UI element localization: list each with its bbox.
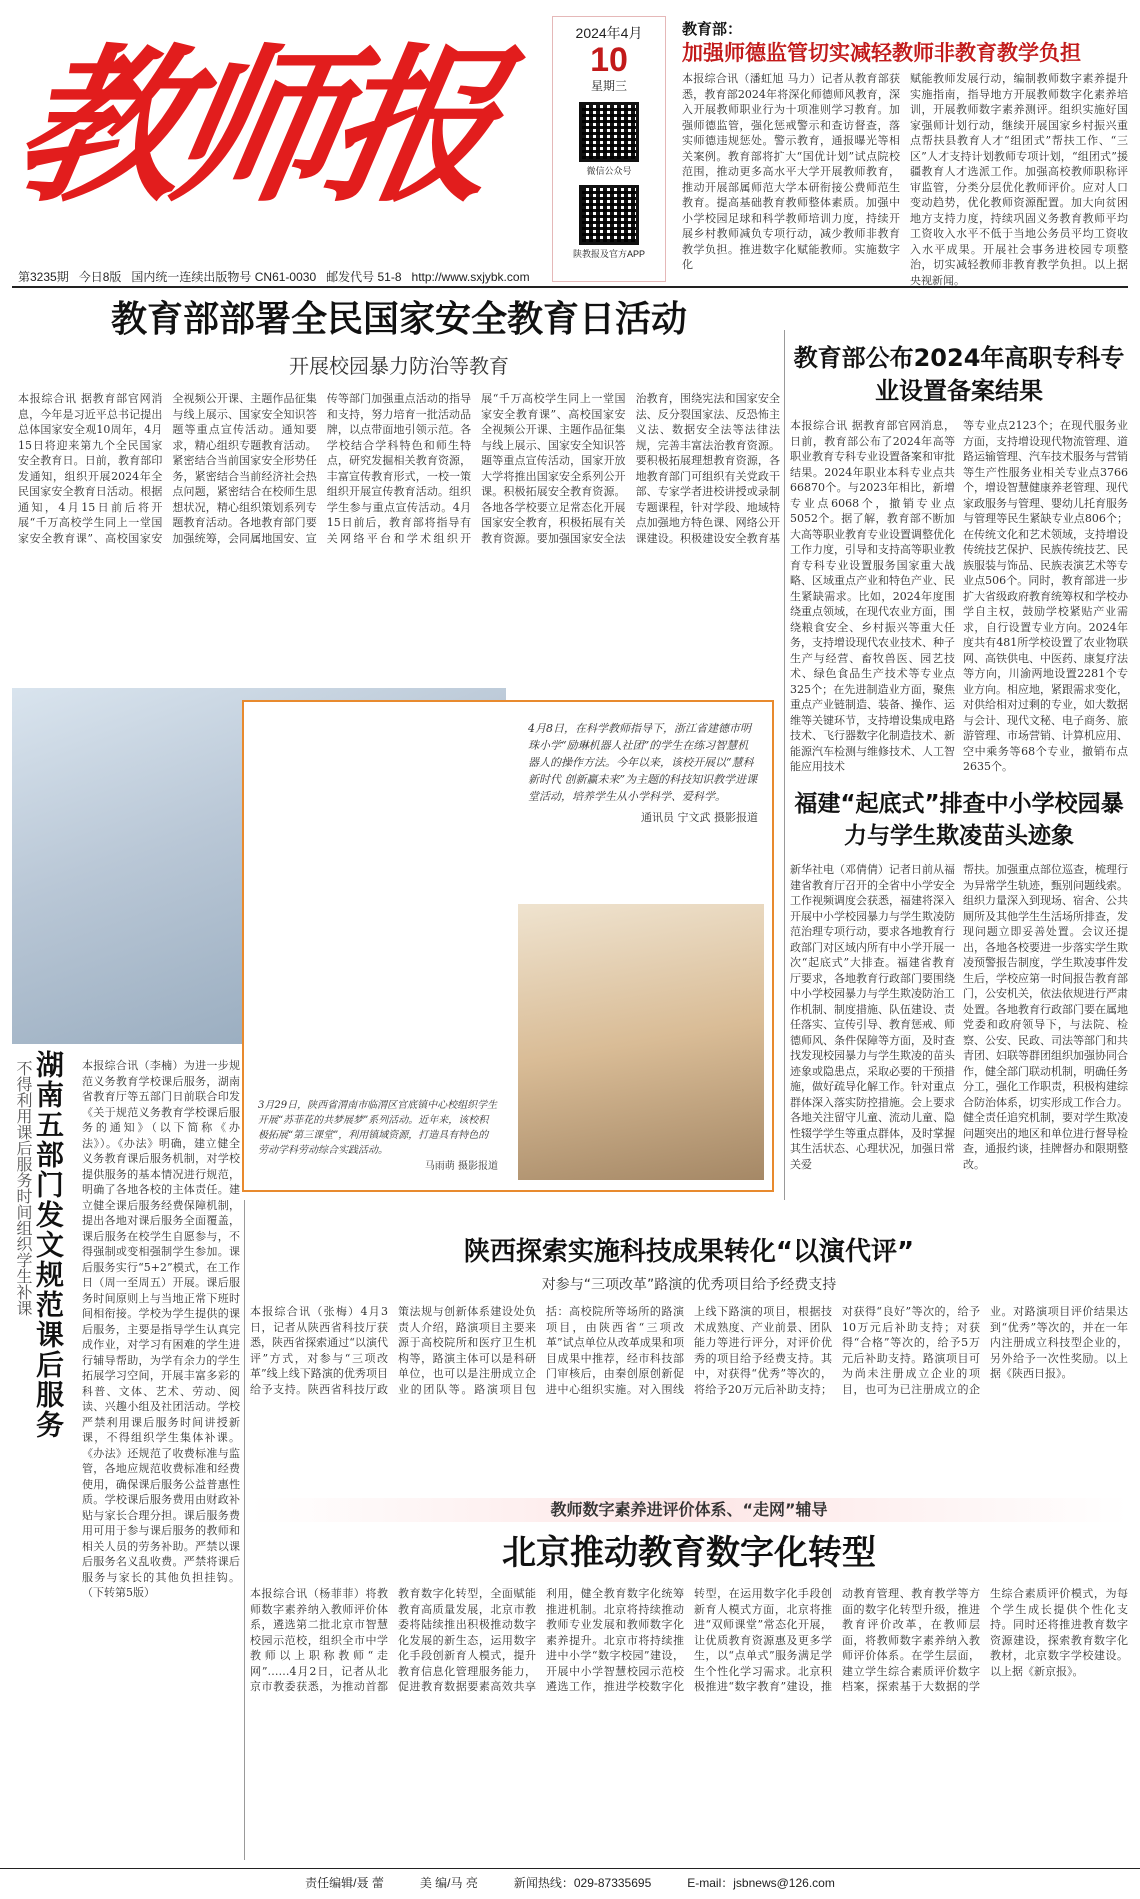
main-article (18, 292, 780, 559)
issue-pages: 今日8版 (78, 270, 122, 284)
hunan-subhead: 不得利用课后服务时间组织学生补课 (14, 1060, 33, 1316)
article-headline: 加强师德监管切实减轻教师非教育教学负担 (682, 41, 1081, 65)
footer-editor: 责任编辑/聂 蕾 (305, 1876, 384, 1890)
hunan-body: 本报综合讯（李楠）为进一步规范义务教育学校课后服务，湖南省教育厅等五部门日前联合印发《关于规范义务教育学校课后服务的通知》（以下简称《办法》）。《办法》明确，建立健全义务教育课后服务机制，对学校提供服务的基本情况进行规范，明确了各地各校的主体责任。建立健全课后服务经费保障机制，提出各地对课后服务全面覆盖，课后服务在校学生自愿参与，不得强制或变相强制学生参加。课后服务实行“5+2”模式，在工作日（周一至周五）开展。课后服务时间原则上与当地正常下班时间相衔接。学校为学生提供的课后服务，主要是指导学生认真完成作业，对学习有困难的学生进行辅导帮助，为学有余力的学生拓展学习空间，开展丰富多彩的科普、文体、艺术、劳动、阅读、兴趣小组及社团活动。学校严禁利用课后服务时间讲授新课，不得组织学生集体补课。《办法》还规范了收费标准与监管，各地应规范收费标准和经费使用，确保课后服务公益普惠性质。学校课后服务费用由财政补贴与家长合理分担。课后服务费用可用于参与课后服务的教师和相关人员的劳务补助。严禁以课后服务名义乱收费。严禁将课后服务与家长的其他负担挂钩。（下转第5版） (82, 1059, 240, 1599)
issue-postal-code: 邮发代号 51-8 (326, 270, 402, 284)
right-article-2 (790, 788, 1128, 1236)
app-qr-icon (579, 185, 639, 245)
footer-hotline: 新闻热线：029-87335695 (513, 1876, 652, 1890)
issue-line (18, 268, 678, 285)
article-headline: 陕西探索实施科技成果转化“以演代评” (463, 1237, 915, 1267)
wechat-qr-icon (579, 102, 639, 162)
divider (244, 1200, 245, 1860)
article-column: 赋能教师发展行动，编制教师数字素养提升实施指南，指导地方开展教师数字化素养培训，开展教师数字素养测评。组织实施好国家强师计划行动，继续开展国家乡村振兴重点帮扶县教育人才“组团式”帮扶工作、“三区”人才支持计划教师专项计划，“组团式”援疆教育人才选派工作。加强高校教师职称评审监管，分类分层优化教师评价。应对人口变动趋势，优化教师资源配置。加大向贫困地方支持力度，持续巩固义务教育教师平均工资收入水平不低于当地公务员平均工资收入水平成果。开展社会事务进校园专项整治，切实减轻教师非教育教学负担。以上据央视新闻。 (910, 72, 1128, 287)
beijing-article (250, 1498, 1128, 1854)
qr-caption-2: 陕教报及官方APP (572, 249, 645, 259)
masthead (0, 18, 538, 258)
top-right-article (682, 18, 1128, 293)
divider (784, 330, 785, 1200)
article-body: 本报综合讯（张梅）4月3日，记者从陕西省科技厅获悉，陕西省探索通过“以演代评”方式，对参与“三项改革”线上线下路演的优秀项目给予支持。陕西省科技厅政策法规与创新体系建设处负责人介绍，路演项目主要来源于高校院所和医疗卫生机构等，路演主体可以是科研单位，也可以是注册成立企业的团队等。路演项目包括：高校院所等场所的路演项目，由陕西省“三项改革”试点单位从改革成果和项目成果中推荐，经市科技部门审核后，由秦创原创新促进中心组织实施。对入围线上线下路演的项目，根据技术成熟度、产业前景、团队能力等进行评分，对评价优秀的项目给予经费支持。其中，对获得“优秀”等次的，将给予20万元后补助支持；对获得“良好”等次的，给予10万元后补助支持；对获得“合格”等次的，给予5万元后补助支持。路演项目可为尚未注册成立企业的项目，也可为已注册成立的企业。对路演项目评价结果达到“优秀”等次的，并在一年内注册成立科技型企业的，另外给予一次性奖励。以上据《陕西日报》。 (250, 1305, 1128, 1396)
issue-cn: 国内统一连续出版物号 CN61-0030 (131, 270, 317, 284)
footer-email[interactable]: E-mail：jsbnews@126.com (687, 1876, 835, 1890)
article-headline: 北京推动教育数字化转型 (502, 1533, 876, 1573)
issue-url[interactable]: http://www.sxjybk.com (411, 270, 530, 284)
article-column: 等专业点2123个；在现代服务业方面，支持增设现代物流管理、道路运输管理、汽车技术服务与营销等生产性服务业相关专业点3766个，增设智慧健康养老管理、现代家政服务与管理、婴幼儿托育服务与管理等民生紧缺专业点806个；在传统文化和艺术领域，支持增设传统技艺保护、民族传统技艺、民族服装与饰品、民族表演艺术等专业点506个。同时，教育部进一步扩大省级政府教育统筹权和学校办学自主权，鼓励学校紧贴产业需求，自行设置专业方向。2024年度共有481所学校设置了农业物联网、高铁供电、中医药、康复疗法等方向，川渝两地设置2281个专业方向。相应地，紧跟需求变化，对供给相对过剩的专业，如大数据与会计、现代文秘、电子商务、旅游管理、市场营销、计算机应用、空中乘务等68个专业，撤销布点2635个。 (963, 419, 1128, 773)
photo-caption-1 (528, 720, 758, 826)
issue-number: 第3235期 (18, 270, 69, 284)
article-column: 本报综合讯 据教育部官网消息，日前，教育部公布了2024年高等职业教育专科专业设置备案和审批结果。2024年职业本科专业点共66870个。与2023年相比，新增专业点6068个，撤销专业点5052个。据了解，教育部不断加大高等职业教育专业设置调整优化工作力度，引导和支持高等职业教育专科专业设置服务国家重大战略、区域重点产业和特色产业、民生紧缺需求。比如，2024年度围绕重点领域，在现代农业方面，围绕粮食安全、乡村振兴等重大任务，支持增设现代农业技术、种子生产与经营、畜牧兽医、园艺技术、绿色食品生产技术等专业点325个；在先进制造业方面，聚焦重点产业链制造、装备、操作、运维等关键环节，支持增设集成电路技术、飞行器数字化制造技术、新能源汽车检测与维修技术、人工智能应用技术 (790, 419, 955, 773)
issue-weekday: 星期三 (590, 79, 627, 93)
qr-caption-1: 微信公众号 (586, 166, 632, 176)
main-subhead: 开展校园暴力防治等教育 (289, 354, 509, 378)
caption-text: 4月8日，在科学教师指导下，浙江省建德市明珠小学“励琳机器人社团”的学生在练习智慧机器人的操作方法。今年以来，该校开展以“慧科新时代 创新赢未来”为主题的科技知识教学进课堂活动，培养学生从小学科学、爱科学。 (528, 722, 758, 803)
right-article-1 (790, 342, 1128, 782)
main-body: 本报综合讯 据教育部官网消息，今年是习近平总书记提出总体国家安全观10周年，4月15日将迎来第九个全民国家安全教育日。日前，教育部印发通知，组织开展2024年全民国家安全教育日活动。根据通知，4月15日前后将开展“千万高校学生同上一堂国家安全教育课”、高校国家安全视频公开课、主题作品征集与线上展示、国家安全知识答题等重点宣传活动。通知要求，精心组织专题教育活动。紧密结合当前国家安全形势任务，紧密结合当前经济社会热点问题，紧密结合在校师生思想状况，精心组织策划系列专题教育活动。各地教育部门要加强统筹，会同属地国安、宣传等部门加强重点活动的指导和支持，努力培育一批活动品牌，以点带面地引领示范。各学校结合学科特色和师生特点，研究发掘相关教育资源，丰富宣传教育形式，一校一策组织开展宣传教育活动。组织学生参与重点宣传活动。4月15日前后，教育部将指导有关网络平台和学术组织开展“千万高校学生同上一堂国家安全教育课”、高校国家安全视频公开课、主题作品征集与线上展示、国家安全知识答题等重点宣传活动，国家开放大学将推出国家安全系列公开课。积极拓展安全教育资源。各地各学校要立足常态化开展国家安全教育，积极拓展有关教育资源。要加强国家安全法治教育，围绕宪法和国家安全法、反分裂国家法、反恐怖主义法、数据安全法等法律法规，完善丰富法治教育资源。要积极拓展理想教育资源，各地教育部门可组织有关党政干部、专家学者进校讲授或录制专题课程，针对学段、地域特点加强地方特色课、网络公开课建设。积极建设安全教育基 (18, 392, 780, 545)
article-headline: 福建“起底式”排查中小学校园暴力与学生欺凌苗头迹象 (794, 791, 1124, 849)
photo-calligraphy (518, 904, 764, 1180)
main-headline: 教育部部署全民国家安全教育日活动 (110, 299, 687, 340)
date-box (552, 16, 666, 282)
hunan-headline: 湖南五部门发文规范课后服务 (32, 1050, 65, 1440)
shaanxi-article (250, 1234, 1128, 1476)
article-column: 本报综合讯（潘虹旭 马力）记者从教育部获悉，教育部2024年将深化师德师风教育，深入开展教师职业行为十项准则学习教育。加强师德监管，强化惩戒警示和查访督查，落实师德违规惩处。警示教育，通报曝光等相关案例。教育部将扩大“国优计划”试点院校范围，推动更多高水平大学开展教师教育，推动开展部属师范大学本研衔接公费师范生教育。提高基础教育教师整体素质。加强中小学校园足球和科学教师培训力度，持续开展乡村教师减负专项行动，减少教师非教育教学负担。推进数字化赋能教师。实施数字化 (682, 72, 900, 271)
article-kicker: 教师数字素养进评价体系、“走网”辅导 (550, 1500, 828, 1519)
footer-designer: 美 编/马 亮 (419, 1876, 478, 1890)
article-body: 本报综合讯（杨菲菲）将教师数字素养纳入教师评价体系，遴选第二批北京市智慧校园示范校，组织全市中学教师以上职称教师“走网”……4月2日，记者从北京市教委获悉，为推动首都教育数字化转型，全面赋能教育高质量发展，北京市教委将陆续推出积极推动数字化发展的新生态，运用数字化手段创新育人模式，提升教育信息化管理服务能力，促进教育数据要素高效共享利用，健全教育数字化统筹推进机制。北京将持续推动教师专业发展和教师数字化素养提升。北京市将持续推进中小学“数字校园”建设，开展中小学智慧校园示范校遴选工作，推进学校数字化转型，在运用数字化手段创新育人模式方面，北京将推进“双师课堂”常态化开展，让优质教育资源惠及更多学生，以“点单式”服务满足学生个性化学习需求。北京积极推进“数字教育”建设，推动教育管理、教育教学等方面的数字化转型升级，推进教育评价改革，在教师层面，将教师数字素养纳入教师评价体系。在学生层面，建立学生综合素质评价数字档案，探索基于大数据的学生综合素质评价模式，为每个学生成长提供个性化支持。同时还将推进教育数字资源建设，探索教育数字化教材，北京数字学校建设。以上据《新京报》。 (250, 1587, 1128, 1693)
photo-caption-2 (258, 1098, 498, 1175)
article-kicker: 教育部： (682, 20, 743, 38)
masthead-title: 教师报 (0, 27, 504, 225)
caption-credit: 马雨萌 摄影报道 (424, 1161, 498, 1172)
issue-day: 10 (590, 41, 628, 79)
caption-credit: 通讯员 宁文武 摄影报道 (641, 811, 758, 824)
caption-text: 3月29日，陕西省渭南市临渭区官底镇中心校组织学生开展“苏菲花的共梦展梦”系列活动。近年来，该校积极拓展“第三课堂”，利用镇域资源，打造具有特色的劳动学科劳动综合实践活动。 (258, 1100, 498, 1156)
article-headline: 教育部公布2024年高职专科专业设置备案结果 (793, 344, 1125, 405)
article-column: 新华社电（邓倩倩）记者日前从福建省教育厅召开的全省中小学安全工作视频调度会获悉，福建将深入开展中小学校园暴力与学生欺凌防范治理专项行动，要求各地教育行政部门对区域内所有中小学开展一次“起底式”大排查。福建省教育厅要求，各地教育行政部门要围绕中小学校园暴力与学生欺凌防治工作机制、制度措施、队伍建设、责任落实、宣传引导、教育惩戒、师德师风、条件保障等方面，及时查找发现校园暴力与学生欺凌的苗头迹象或隐患点，采取必要的干预措施，做好疏导化解工作。针对重点群体深入落实防控措施。会上要求各地关注留守儿童、流动儿童、隐性辍学学生等重点群体，及时掌握其生活状态、心理状况，加强日常关爱 (790, 863, 955, 1171)
article-subhead: 对参与“三项改革”路演的优秀项目给予经费支持 (541, 1277, 837, 1293)
issue-date: 2024年4月 (575, 25, 643, 41)
footer (0, 1868, 1140, 1895)
article-column: 帮扶。加强重点部位巡查，梳理行为异常学生轨迹，甄别问题线索。组织力量深入到现场、宿舍、公共厕所及其他学生生活场所排查，发现问题立即妥善处置。会议还提出，各地各校要进一步落实学生欺凌预警报告制度，学生欺凌事件发生后，学校应第一时间报告教育部门，公安机关，依法依规进行严肃处置。各地教育行政部门要在属地党委和政府领导下，与法院、检察、公安、民政、司法等部门和共青团、妇联等群团组织加强协同合作，健全部门联动机制，明确任务分工，强化工作职责，积极构建综合防治体系，切实形成工作合力。健全责任追究机制，要对学生欺凌问题突出的地区和单位进行督导检查，通报约谈，挂牌督办和限期整改。 (963, 863, 1128, 1171)
